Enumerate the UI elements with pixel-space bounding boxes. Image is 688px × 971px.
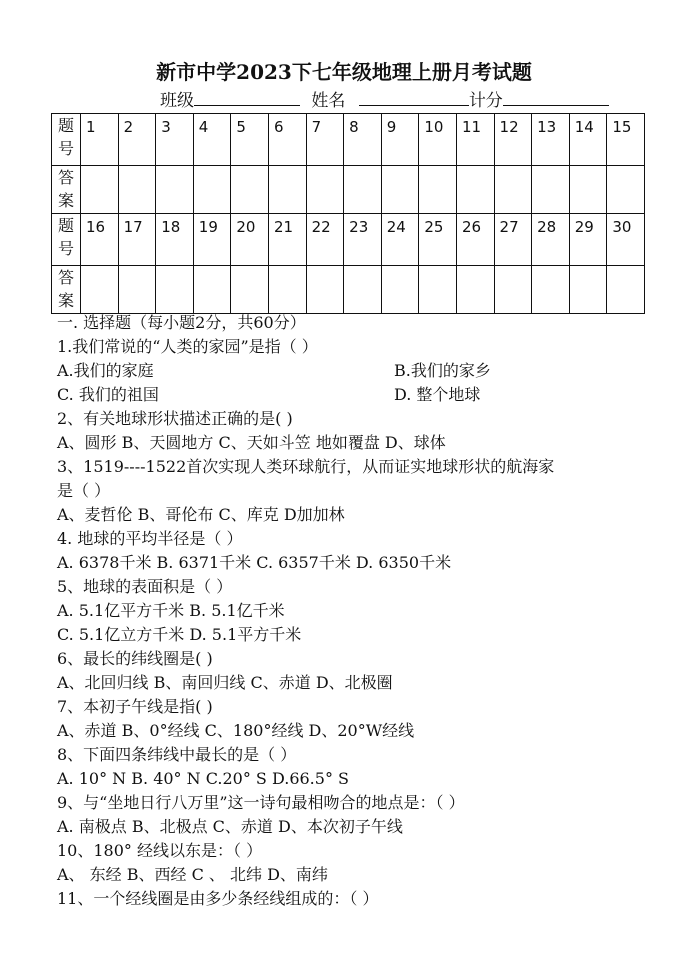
- question-number-cell: 26: [456, 214, 494, 266]
- question-number-cell: 8: [344, 114, 382, 166]
- answer-cell[interactable]: [118, 166, 156, 214]
- answer-cell[interactable]: [494, 166, 532, 214]
- question-number-cell: 19: [193, 214, 231, 266]
- answer-cell[interactable]: [231, 166, 269, 214]
- question-number-cell: 29: [569, 214, 607, 266]
- question-number-cell: 23: [344, 214, 382, 266]
- question-line: [57, 359, 677, 383]
- question-stem: 1.我们常说的“人类的家园”是指（ ）: [57, 337, 318, 356]
- question-number-cell: 11: [456, 114, 494, 166]
- question-number-cell: 14: [569, 114, 607, 166]
- answer-cell[interactable]: [607, 166, 645, 214]
- question-line: 4. 地球的平均半径是（ ）: [57, 529, 243, 548]
- question-number-cell: 4: [193, 114, 231, 166]
- answer-header: 答 案: [52, 166, 81, 214]
- question-number-cell: 27: [494, 214, 532, 266]
- question-number-cell: 18: [156, 214, 194, 266]
- class-blank[interactable]: [194, 91, 300, 106]
- question-number-cell: 24: [381, 214, 419, 266]
- question-number-cell: 2: [118, 114, 156, 166]
- question-number-cell: 10: [419, 114, 457, 166]
- question-line: 8、下面四条纬线中最长的是（ ）: [57, 745, 297, 764]
- question-line: 5、地球的表面积是（ ）: [57, 577, 233, 596]
- question-line: A. 5.1亿平方千米 B. 5.1亿千米: [57, 601, 285, 620]
- answer-cell[interactable]: [268, 166, 306, 214]
- answer-cell[interactable]: [381, 266, 419, 314]
- answer-cell[interactable]: [381, 166, 419, 214]
- answer-cell[interactable]: [494, 266, 532, 314]
- question-line: 2、有关地球形状描述正确的是( ): [57, 409, 293, 428]
- answer-cell[interactable]: [306, 166, 344, 214]
- question-line: 6、最长的纬线圈是( ): [57, 649, 213, 668]
- answer-cell[interactable]: [344, 166, 382, 214]
- answer-cell[interactable]: [81, 166, 119, 214]
- question-line: 3、1519----1522首次实现人类环球航行，从而证实地球形状的航海家: [57, 457, 555, 476]
- question-number-cell: 20: [231, 214, 269, 266]
- exam-title: 新市中学2023下七年级地理上册月考试题: [156, 60, 532, 84]
- question-number-cell: 1: [81, 114, 119, 166]
- answer-row-1: [52, 166, 645, 214]
- answer-cell[interactable]: [569, 266, 607, 314]
- question-number-row-2: [52, 214, 645, 266]
- question-line: 是（ ）: [57, 481, 111, 500]
- option-text: C. 我们的祖国: [57, 385, 159, 404]
- answer-cell[interactable]: [118, 266, 156, 314]
- answer-grid: [51, 113, 645, 314]
- score-label: 计分: [468, 91, 503, 111]
- question-line: A. 10° N B. 40° N C.20° S D.66.5° S: [57, 769, 349, 788]
- answer-cell[interactable]: [532, 266, 570, 314]
- question-number-header: 题 号: [52, 114, 81, 166]
- class-label: 班级: [160, 91, 194, 111]
- question-number-cell: 16: [81, 214, 119, 266]
- answer-cell[interactable]: [532, 166, 570, 214]
- question-number-cell: 13: [532, 114, 570, 166]
- question-line: C. 5.1亿立方千米 D. 5.1平方千米: [57, 625, 302, 644]
- question-number-cell: 22: [306, 214, 344, 266]
- answer-cell[interactable]: [344, 266, 382, 314]
- answer-row-2: [52, 266, 645, 314]
- question-number-row-1: [52, 114, 645, 166]
- question-number-cell: 12: [494, 114, 532, 166]
- question-number-cell: 9: [381, 114, 419, 166]
- answer-cell[interactable]: [306, 266, 344, 314]
- answer-cell[interactable]: [419, 166, 457, 214]
- answer-cell[interactable]: [231, 266, 269, 314]
- question-number-cell: 15: [607, 114, 645, 166]
- answer-cell[interactable]: [81, 266, 119, 314]
- option-text: A.我们的家庭: [57, 361, 154, 380]
- question-number-cell: 5: [231, 114, 269, 166]
- question-line: [57, 383, 677, 407]
- answer-cell[interactable]: [156, 166, 194, 214]
- question-line: 9、与“坐地日行八万里”这一诗句最相吻合的地点是：（ ）: [57, 793, 465, 812]
- question-line: A、圆形 B、天圆地方 C、天如斗笠 地如覆盘 D、球体: [57, 433, 446, 452]
- option-text: B.我们的家乡: [394, 361, 491, 380]
- answer-cell[interactable]: [456, 166, 494, 214]
- question-line: A. 6378千米 B. 6371千米 C. 6357千米 D. 6350千米: [57, 553, 452, 572]
- student-info-line: [160, 86, 609, 111]
- answer-cell[interactable]: [193, 166, 231, 214]
- score-blank[interactable]: [503, 91, 609, 106]
- answer-cell[interactable]: [193, 266, 231, 314]
- answer-cell[interactable]: [569, 166, 607, 214]
- question-line: A、赤道 B、0°经线 C、180°经线 D、20°W经线: [57, 721, 415, 740]
- answer-cell[interactable]: [268, 266, 306, 314]
- question-number-cell: 7: [306, 114, 344, 166]
- question-number-cell: 17: [118, 214, 156, 266]
- question-number-cell: 21: [268, 214, 306, 266]
- answer-cell[interactable]: [419, 266, 457, 314]
- question-number-cell: 30: [607, 214, 645, 266]
- question-number-cell: 6: [268, 114, 306, 166]
- question-line: A. 南极点 B、北极点 C、赤道 D、本次初子午线: [57, 817, 403, 836]
- question-number-header: 题 号: [52, 214, 81, 266]
- question-line: A、 东经 B、西经 C 、 北纬 D、南纬: [57, 865, 328, 884]
- question-line: 10、180° 经线以东是：（ ）: [57, 841, 263, 860]
- question-line: A、北回归线 B、南回归线 C、赤道 D、北极圈: [57, 673, 393, 692]
- question-number-cell: 25: [419, 214, 457, 266]
- option-text: D. 整个地球: [394, 385, 481, 404]
- section-heading: 一. 选择题（每小题2分，共60分）: [57, 313, 306, 332]
- name-blank[interactable]: [359, 91, 469, 106]
- question-line: 11、一个经线圈是由多少条经线组成的：（ ）: [57, 889, 379, 908]
- name-label: 姓名: [311, 91, 346, 111]
- question-line: A、麦哲伦 B、哥伦布 C、库克 D加加林: [57, 505, 345, 524]
- answer-cell[interactable]: [156, 266, 194, 314]
- question-number-cell: 3: [156, 114, 194, 166]
- question-list: [57, 311, 677, 911]
- question-number-cell: 28: [532, 214, 570, 266]
- question-line: 7、本初子午线是指( ): [57, 697, 213, 716]
- answer-header: 答 案: [52, 266, 81, 314]
- answer-cell[interactable]: [456, 266, 494, 314]
- answer-cell[interactable]: [607, 266, 645, 314]
